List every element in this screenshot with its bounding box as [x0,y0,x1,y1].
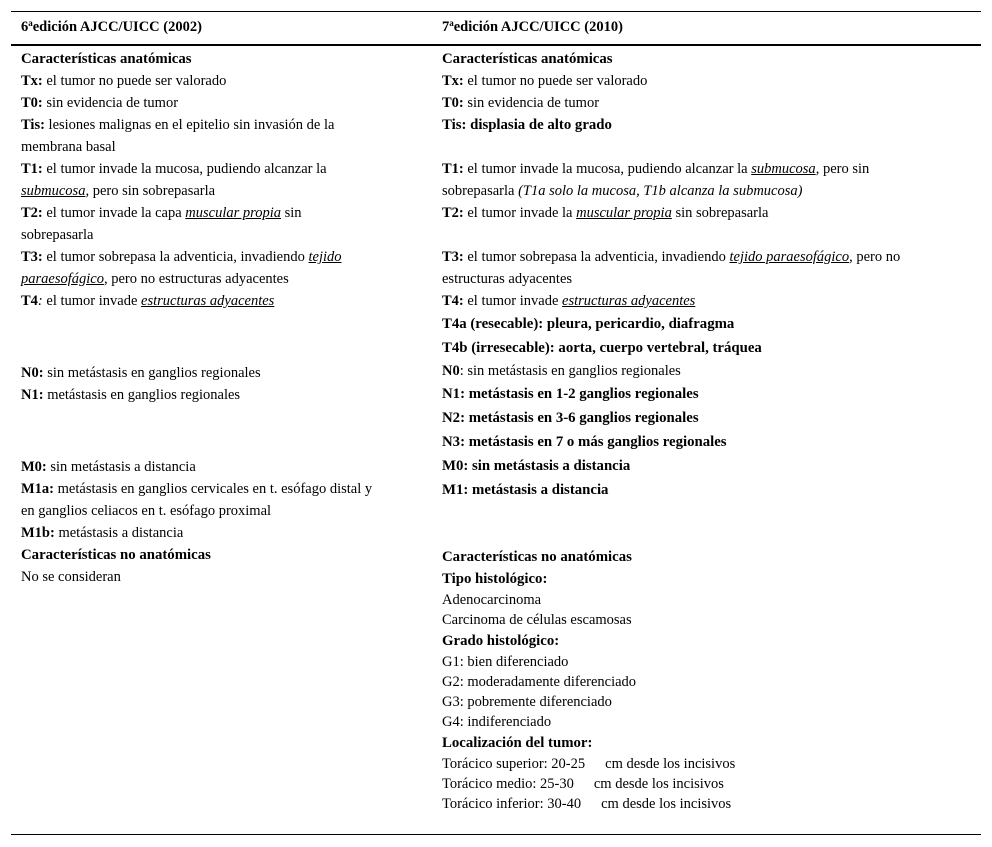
header-rule [11,44,981,46]
tx-entry: Tx: el tumor no puede ser valorado [21,73,227,89]
column-6th-edition [21,48,406,588]
t4a-entry: T4a (resecable): pleura, pericardio, diafragma [442,316,735,332]
grade-item: G3: pobremente diferenciado [442,694,612,710]
histo-item: Adenocarcinoma [442,592,542,608]
tumor-location-title: Localización del tumor: [442,735,593,751]
n0-entry: N0: sin metástasis en ganglios regionales [21,365,261,381]
histologic-type-title: Tipo histológico: [442,571,548,587]
t2-entry: T2: el tumor invade la capa muscular propia sin sobrepasarla [21,205,302,243]
not-considered-text: No se consideran [21,569,121,585]
n1-entry: N1: metástasis en ganglios regionales [21,387,241,403]
t4-entry: T4: el tumor invade estructuras adyacentes [21,293,275,309]
t3-entry: T3: el tumor sobrepasa la adventicia, invadiendo tejido paraesofágico, pero no estructuras adyacentes [21,249,342,287]
grade-item: G1: bien diferenciado [442,654,569,670]
grade-item: G4: indiferenciado [442,714,552,730]
t0-entry: T0: sin evidencia de tumor [21,95,179,111]
n3-entry: N3: metástasis en 7 o más ganglios regionales [442,434,727,450]
m1b-entry: M1b: metástasis a distancia [21,525,184,541]
table-bottom-rule [11,834,981,835]
n0-entry: N0: sin metástasis en ganglios regionales [442,363,681,379]
section-non-anatomic: Características no anatómicas [21,547,211,563]
m0-entry: M0: sin metástasis a distancia [21,459,196,475]
location-item: Torácico inferior: 30-40 cm desde los incisivos [442,796,732,812]
section-anatomic: Características anatómicas [442,51,613,67]
tx-entry: Tx: el tumor no puede ser valorado [442,73,648,89]
section-non-anatomic: Características no anatómicas [442,549,632,565]
t4b-entry: T4b (irresecable): aorta, cuerpo vertebral, tráquea [442,340,762,356]
histo-item: Carcinoma de células escamosas [442,612,632,628]
section-anatomic: Características anatómicas [21,51,192,67]
tis-entry: Tis: lesiones malignas en el epitelio sin invasión de la membrana basal [21,117,335,155]
location-item: Torácico superior: 20-25 cm desde los incisivos [442,756,736,772]
n2-entry: N2: metástasis en 3-6 ganglios regionales [442,410,699,426]
m0-entry: M0: sin metástasis a distancia [442,458,631,474]
m1a-entry: M1a: metástasis en ganglios cervicales en t. esófago distal y en ganglios celiacos en t. esófago proximal [21,481,373,519]
n1-entry: N1: metástasis en 1-2 ganglios regionales [442,386,699,402]
location-item: Torácico medio: 25-30 cm desde los incisivos [442,776,724,792]
m1-entry: M1: metástasis a distancia [442,482,609,498]
grade-item: G2: moderadamente diferenciado [442,674,637,690]
t3-entry: T3: el tumor sobrepasa la adventicia, invadiendo tejido paraesofágico, pero no estructuras adyacentes [442,249,901,287]
header-right: 7$^a$edición AJCC/UICC (2010) [442,18,623,35]
tis-entry: Tis: displasia de alto grado [442,117,612,133]
column-7th-edition [442,48,962,814]
histologic-grade-title: Grado histológico: [442,633,560,649]
header-left: 6$^a$edición AJCC/UICC (2002) [21,18,202,35]
table-top-rule [11,11,981,12]
t2-entry: T2: el tumor invade la muscular propia sin sobrepasarla [442,205,769,221]
t1-entry: T1: el tumor invade la mucosa, pudiendo alcanzar la submucosa, pero sin sobrepasarla [21,161,327,199]
t0-entry: T0: sin evidencia de tumor [442,95,600,111]
t1-entry: T1: el tumor invade la mucosa, pudiendo alcanzar la submucosa, pero sin sobrepasarla (T1a solo la mucosa, T1b alcanza la submucosa) [442,161,870,199]
t4-entry: T4: el tumor invade estructuras adyacentes [442,293,696,309]
